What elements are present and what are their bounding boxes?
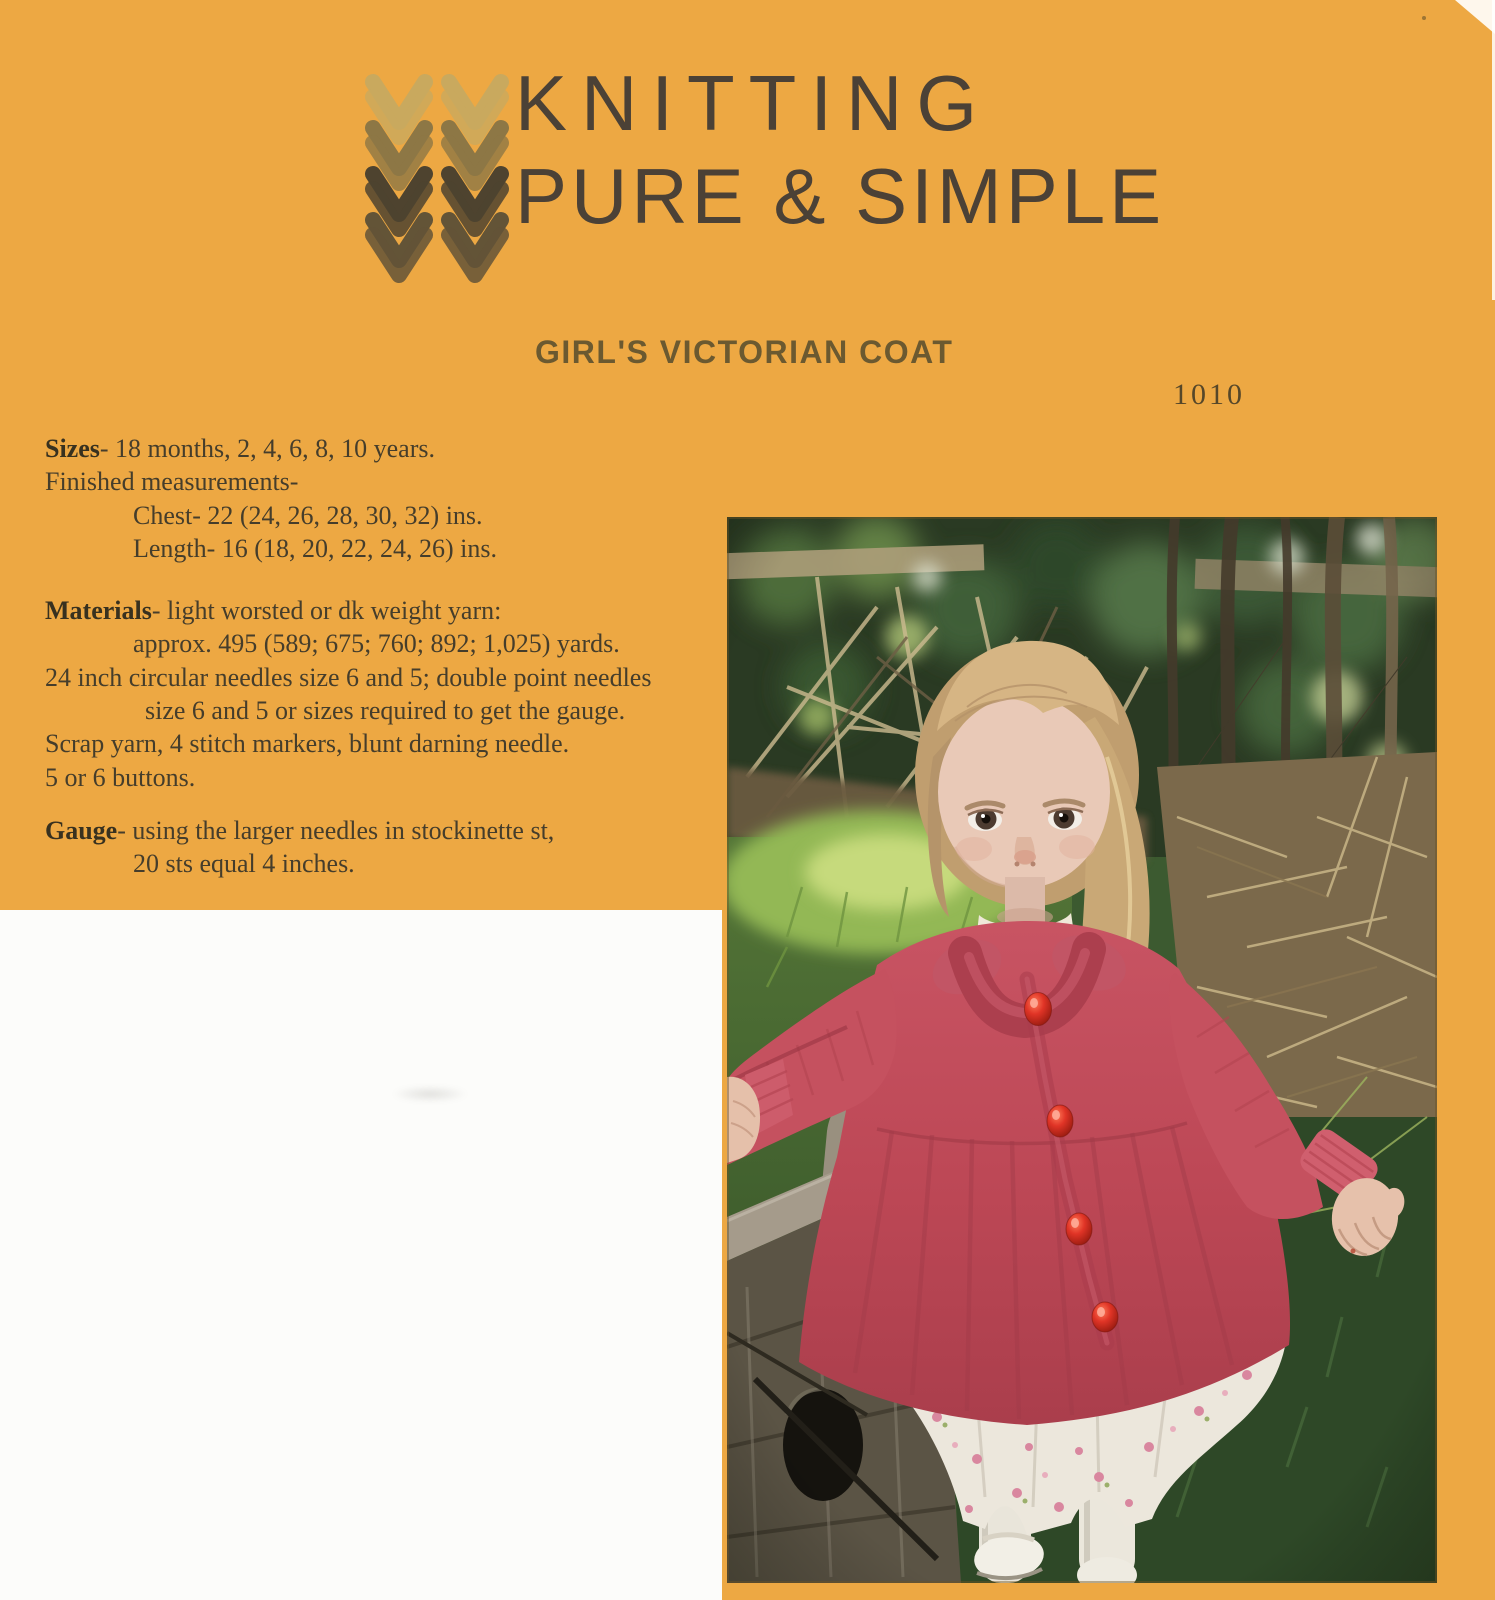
buttons-line: 5 or 6 buttons. (45, 762, 196, 792)
scan-corner-sliver (1455, 0, 1495, 34)
needles-line-2: size 6 and 5 or sizes required to get the gauge. (145, 696, 626, 726)
gauge-line-2: 20 sts equal 4 inches. (133, 849, 355, 879)
finished-measurements-line: Finished measurements- (45, 467, 299, 497)
sizes-label: Sizes (45, 434, 100, 463)
photo-vignette (727, 517, 1437, 1583)
length-line: Length- 16 (18, 20, 22, 24, 26) ins. (133, 533, 497, 563)
sizes-line (45, 432, 725, 465)
notions-line: Scrap yarn, 4 stitch markers, blunt darning needle. (45, 729, 570, 759)
details-section (45, 432, 725, 881)
pattern-title: GIRL'S VICTORIAN COAT (535, 334, 954, 370)
paper-smudge (392, 1086, 468, 1102)
gauge-text: - using the larger needles in stockinette st, (117, 815, 555, 845)
gauge-label: Gauge (45, 815, 118, 845)
materials-text: - light worsted or dk weight yarn: (151, 596, 502, 626)
chest-line: Chest- 22 (24, 26, 28, 30, 32) ins. (133, 500, 483, 530)
sizes-text: - 18 months, 2, 4, 6, 8, 10 years. (99, 434, 435, 463)
knit-stitch-logo-icon (353, 64, 515, 284)
brand-line-2: PURE & SIMPLE (515, 152, 1166, 240)
dust-speck (1422, 16, 1426, 20)
materials-line (45, 594, 725, 627)
gauge-line-1 (45, 814, 725, 847)
pattern-number: 1010 (1173, 378, 1245, 411)
brand-name (515, 56, 1165, 242)
materials-label: Materials (45, 596, 152, 626)
yardage-line: approx. 495 (589; 675; 760; 892; 1,025) yards. (133, 629, 620, 659)
pattern-photo (727, 517, 1437, 1583)
needles-line-1: 24 inch circular needles size 6 and 5; double point needles (45, 662, 652, 692)
brand-line-1: KNITTING (515, 59, 991, 147)
